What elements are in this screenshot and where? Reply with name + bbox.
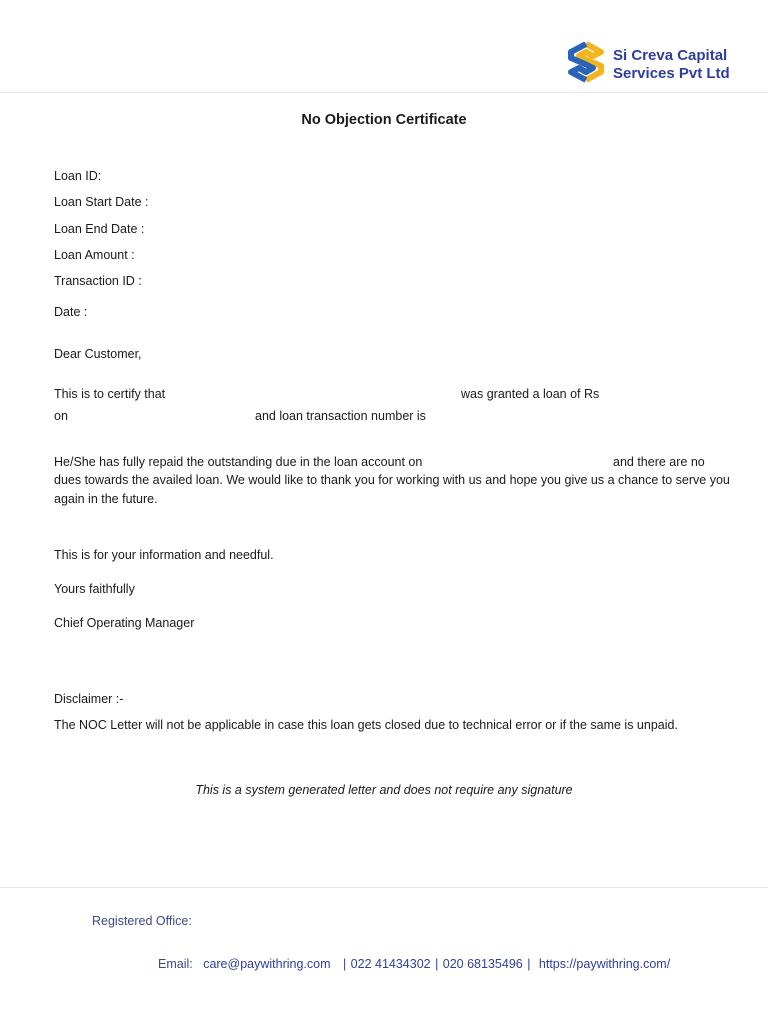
email-link[interactable]: care@paywithring.com [203,957,331,971]
company-name-line2: Services Pvt Ltd [613,65,730,82]
loan-start-date-label: Loan Start Date : [54,195,149,209]
date-label: Date : [54,305,88,319]
page-title: No Objection Certificate [301,112,467,128]
email-label: Email: [158,957,193,971]
closing-line: Yours faithfully [54,582,135,596]
certify-granted: was granted a loan of Rs [461,387,600,401]
repaid-suffix: and there are no [613,455,705,469]
repaid-line2: dues towards the availed loan. We would like to thank you for working with us and hope you give us a chance to serve you [54,473,730,487]
signatory: Chief Operating Manager [54,616,195,630]
footer-divider [0,887,768,888]
salutation: Dear Customer, [54,347,142,361]
transaction-id-label: Transaction ID : [54,274,142,288]
loan-amount-label: Loan Amount : [54,248,135,262]
registered-office-label: Registered Office: [92,914,192,928]
repaid-prefix: He/She has fully repaid the outstanding due in the loan account on [54,455,423,469]
separator: | [527,957,531,971]
certify-prefix: This is to certify that [54,387,166,401]
phone-2: 020 68135496 [442,957,523,971]
disclaimer-text: The NOC Letter will not be applicable in case this loan gets closed due to technical error or if the same is unpaid. [54,718,678,732]
disclaimer-heading: Disclaimer :- [54,692,124,706]
certify-on: on [54,409,68,423]
company-name-line1: Si Creva Capital [613,47,728,64]
info-line: This is for your information and needful. [54,548,274,562]
separator: | [435,957,439,971]
company-logo-icon [567,42,605,86]
loan-id-label: Loan ID: [54,169,102,183]
separator: | [342,957,347,971]
header-divider [0,92,768,93]
phone-1: 022 41434302 [350,957,431,971]
footer-contact [158,955,670,973]
certify-transaction: and loan transaction number is [255,409,426,423]
repaid-line3: again in the future. [54,492,158,506]
system-note: This is a system generated letter and does not require any signature [195,783,573,797]
website-link[interactable]: https://paywithring.com/ [538,957,671,971]
loan-end-date-label: Loan End Date : [54,222,145,236]
